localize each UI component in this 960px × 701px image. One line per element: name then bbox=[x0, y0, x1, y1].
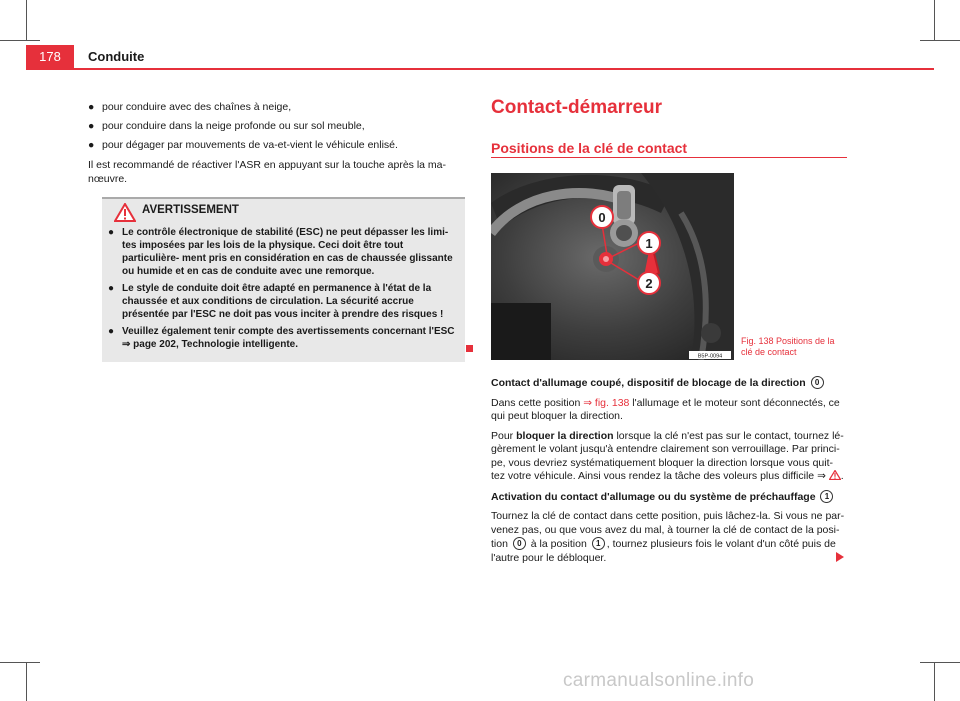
warning-title: AVERTISSEMENT bbox=[142, 204, 239, 216]
section-title: Contact-démarreur bbox=[491, 97, 663, 118]
warning-item: ● Le style de conduite doit être adapté en permanence à l'état de la chaussée et aux conditions de circulation. La sécurité accrue présentée par l'ESC ne doit pas vous inciter à prendre des risques ! bbox=[108, 283, 444, 320]
warning-icon bbox=[114, 203, 136, 222]
warning-item: ● Le contrôle électronique de stabilité (ESC) ne peut dépasser les limi- tes imposées par les lois de la physique. Ceci doit être tout particulière- ment pris en considération en cas de chaussée glissante ou humide et en cas de conduite avec une remorque. bbox=[108, 227, 453, 277]
warning-item-text: Veuillez également tenir compte des avertissements concernant l'ESC ⇒ page 202, Technologie intelligente. bbox=[122, 326, 455, 350]
position-number: 0 bbox=[811, 376, 824, 389]
paragraph bbox=[88, 158, 466, 186]
paragraph-line: nœuvre. bbox=[88, 173, 128, 185]
paragraph bbox=[491, 430, 847, 484]
crop-mark bbox=[26, 662, 27, 701]
warning-item-text: Le style de conduite doit être adapté en permanence à l'état de la chaussée et aux conditions de circulation. La sécurité accrue présentée par l'ESC ne doit pas vous inciter à prendre des risques ! bbox=[122, 283, 444, 320]
crop-mark bbox=[920, 40, 960, 41]
list-item: ● pour conduire dans la neige profonde ou sur sol meuble, bbox=[88, 120, 365, 132]
figure-label-0: 0 bbox=[598, 210, 606, 225]
text: Tournez la clé de contact dans cette position, puis lâchez-la. Si vous ne par- venez pas, ou que vous avez du mal, à tourner la clé de contact de la posi- tion bbox=[491, 510, 845, 550]
crop-mark bbox=[26, 0, 27, 40]
left-column bbox=[88, 100, 466, 186]
right-body bbox=[491, 376, 847, 571]
position-number: 1 bbox=[820, 490, 833, 503]
list-item-text: pour conduire avec des chaînes à neige, bbox=[102, 101, 292, 113]
warning-body bbox=[108, 226, 456, 355]
warning-header bbox=[102, 199, 465, 225]
subheading bbox=[491, 376, 847, 391]
text: lorsque la clé n'est pas sur le contact, tournez lé- gèrement le volant jusqu'à entendre clairement son verrouillage. Par princi- pe, vous devriez systématiquement bloquer la direction lorsque vous quit- tez votre véhicule. Ainsi vous rendez la tâche des voleurs plus difficile ⇒ bbox=[491, 429, 844, 482]
warning-icon bbox=[829, 470, 841, 480]
subtitle-rule bbox=[491, 157, 847, 158]
section-subtitle: Positions de la clé de contact bbox=[491, 140, 688, 156]
position-number: 1 bbox=[592, 537, 605, 550]
page-number: 178 bbox=[26, 45, 74, 69]
figure-code: B5P-0094 bbox=[697, 353, 723, 360]
crop-mark bbox=[920, 662, 960, 663]
figure-caption: Fig. 138 Positions de la clé de contact bbox=[741, 336, 835, 357]
crop-mark bbox=[934, 0, 935, 40]
list-item-text: pour conduire dans la neige profonde ou sur sol meuble, bbox=[102, 120, 365, 132]
text: Dans cette position bbox=[491, 396, 584, 409]
list-item: ● pour conduire avec des chaînes à neige, bbox=[88, 101, 292, 113]
crop-mark bbox=[0, 662, 40, 663]
crop-mark bbox=[0, 40, 40, 41]
continue-arrow-icon bbox=[836, 552, 844, 562]
bold-text: bloquer la direction bbox=[516, 429, 614, 442]
crop-mark bbox=[934, 662, 935, 701]
list-item: ● pour dégager par mouvements de va-et-vient le véhicule enlisé. bbox=[88, 139, 398, 151]
figure-label-2: 2 bbox=[645, 276, 653, 291]
warning-item: ● Veuillez également tenir compte des avertissements concernant l'ESC ⇒ page 202, Technologie intelligente. bbox=[108, 326, 455, 350]
figure-reference-link[interactable]: ⇒ fig. 138 bbox=[583, 396, 630, 409]
figure-label-1: 1 bbox=[645, 236, 653, 251]
section-end-marker bbox=[466, 345, 473, 352]
text: , tournez plusieurs fois le volant d'un côté puis de l'autre pour le débloquer. bbox=[491, 538, 836, 564]
text: . bbox=[840, 470, 844, 482]
figure-ignition bbox=[491, 173, 734, 360]
ignition-photo bbox=[491, 173, 734, 360]
chapter-title: Conduite bbox=[88, 49, 145, 64]
text: Pour bbox=[491, 429, 517, 442]
paragraph bbox=[491, 510, 847, 565]
warning-item-text: Le contrôle électronique de stabilité (ESC) ne peut dépasser les limi- tes imposées par les lois de la physique. Ceci doit être tout particulière- ment pris en considération en cas de chaussée glissante ou humide et en cas de conduite avec une remorque. bbox=[122, 227, 453, 277]
text: à la position bbox=[530, 538, 587, 550]
position-number: 0 bbox=[513, 537, 526, 550]
subheading-text: Contact d'allumage coupé, dispositif de blocage de la direction bbox=[491, 377, 806, 389]
text: l'allumage et le moteur sont déconnectés, ce qui peut bloquer la direction. bbox=[491, 396, 840, 422]
watermark: carmanualsonline.info bbox=[563, 670, 755, 691]
paragraph bbox=[491, 397, 847, 424]
header-rule bbox=[26, 68, 934, 70]
subheading-text: Activation du contact d'allumage ou du système de préchauffage bbox=[491, 490, 816, 503]
paragraph-line: Il est recommandé de réactiver l'ASR en appuyant sur la touche après la ma- bbox=[88, 159, 447, 171]
subheading bbox=[491, 490, 847, 505]
list-item-text: pour dégager par mouvements de va-et-vient le véhicule enlisé. bbox=[102, 139, 398, 151]
